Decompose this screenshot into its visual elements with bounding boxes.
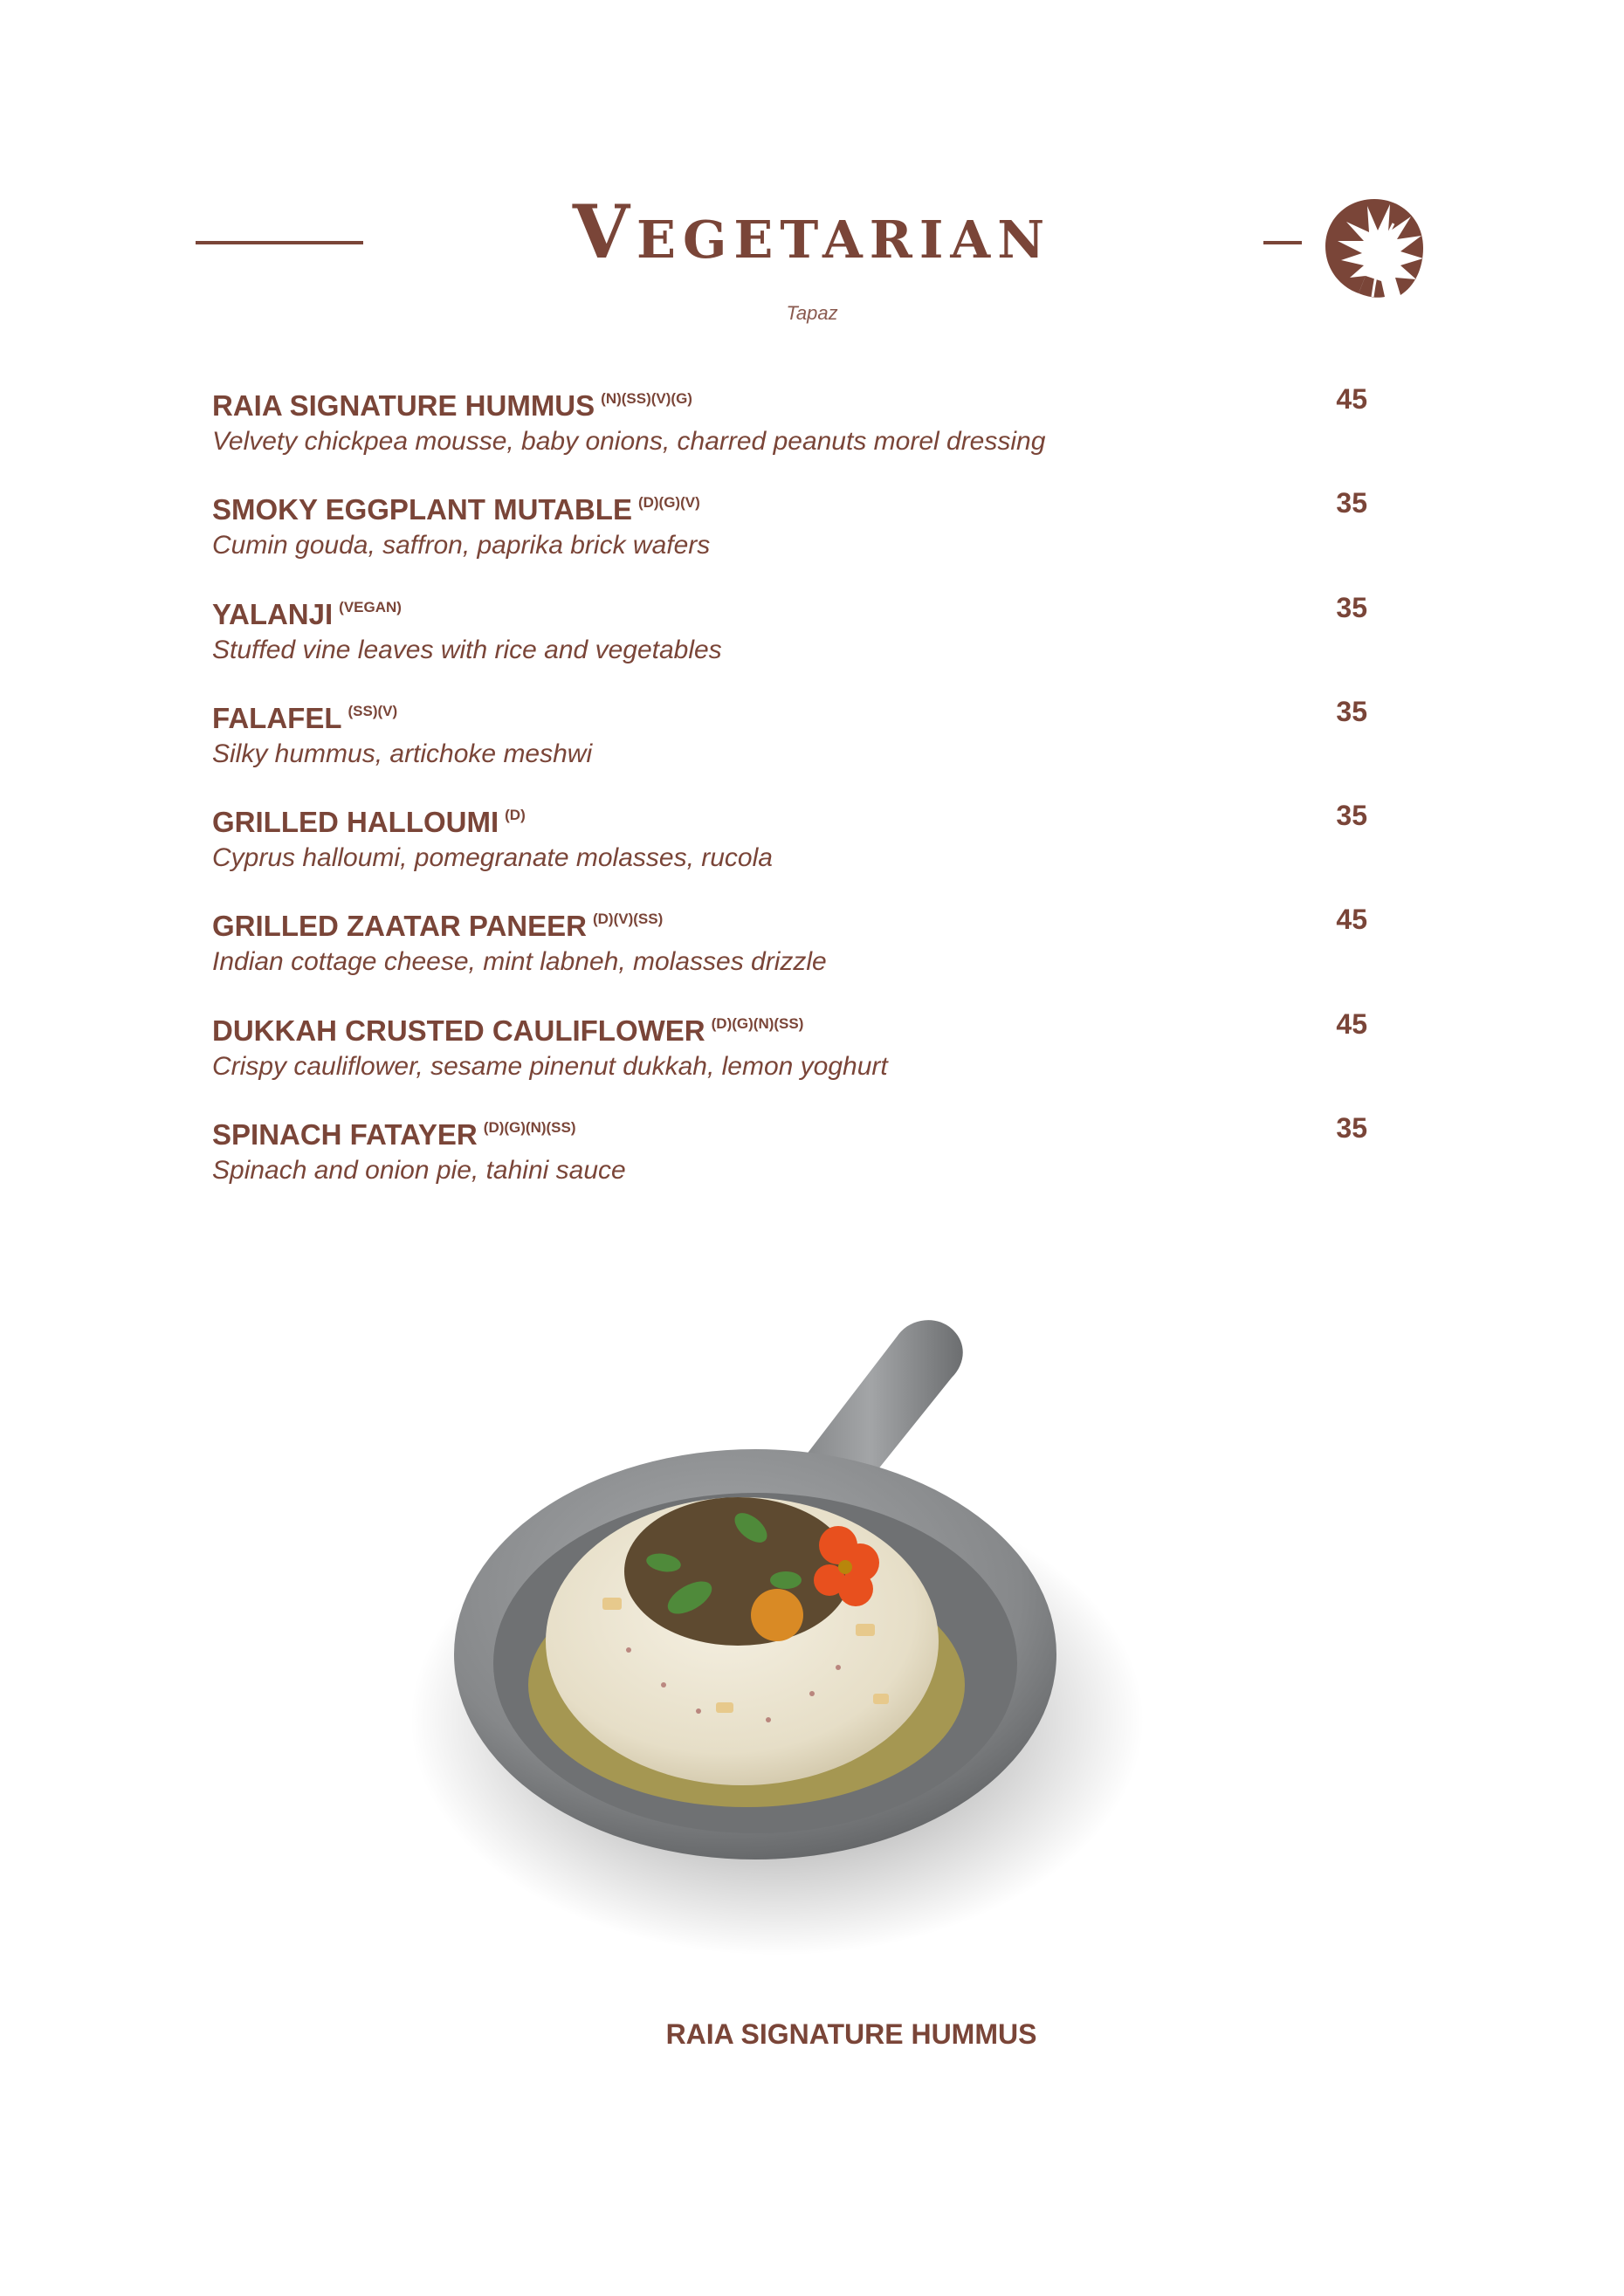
menu-item-tags: (D)(V)(SS) — [592, 911, 664, 928]
menu-item-description: Velvety chickpea mousse, baby onions, charred peanuts morel dressing — [212, 427, 1046, 456]
menu-item — [212, 693, 1382, 797]
featured-caption: RAIA SIGNATURE HUMMUS — [665, 2018, 1037, 2050]
menu-item-tags: (D)(G)(N)(SS) — [483, 1119, 576, 1137]
menu-item — [212, 1006, 1382, 1110]
menu-item-price: 45 — [1336, 1007, 1367, 1040]
menu-item-tags: (N)(SS)(V)(G) — [601, 390, 692, 407]
menu-list — [212, 381, 1382, 1213]
menu-item-price: 35 — [1336, 1112, 1367, 1145]
hummus-pan-photo — [402, 1310, 1187, 1973]
menu-item-tags: (D)(G)(V) — [637, 494, 700, 512]
menu-item — [212, 381, 1382, 485]
menu-item — [212, 1110, 1382, 1213]
menu-item-name: YALANJI $^{(VEGAN)}$ — [212, 597, 402, 630]
menu-item-price: 35 — [1336, 591, 1367, 623]
header-rule-right — [1263, 241, 1302, 244]
menu-item-tags: (VEGAN) — [339, 598, 402, 615]
page-subtitle: Tapaz — [786, 302, 838, 324]
menu-item-tags: (SS)(V) — [348, 702, 398, 719]
menu-item-description: Indian cottage cheese, mint labneh, molasses drizzle — [212, 947, 827, 977]
menu-item — [212, 485, 1382, 588]
menu-item-name: SMOKY EGGPLANT MUTABLE $^{(D)(G)(V)}$ — [212, 493, 700, 526]
menu-item-description: Silky hummus, artichoke meshwi — [212, 739, 593, 768]
menu-item-name: FALAFEL $^{(SS)(V)}$ — [212, 701, 398, 734]
menu-item-price: 35 — [1336, 695, 1367, 727]
menu-item-name: SPINACH FATAYER $^{(D)(G)(N)(SS)}$ — [212, 1118, 576, 1151]
menu-item-price: 45 — [1336, 383, 1367, 415]
menu-item — [212, 901, 1382, 1005]
menu-item-name: RAIA SIGNATURE HUMMUS $^{(N)(SS)(V)(G)}$ — [212, 389, 692, 422]
menu-item-description: Spinach and onion pie, tahini sauce — [212, 1156, 626, 1186]
menu-item-price: 35 — [1336, 487, 1367, 519]
menu-item — [212, 797, 1382, 901]
menu-item-price: 45 — [1336, 904, 1367, 936]
menu-item-tags: (D)(G)(N)(SS) — [711, 1014, 804, 1032]
menu-item-description: Stuffed vine leaves with rice and vegetables — [212, 635, 722, 664]
menu-item-description: Cyprus halloumi, pomegranate molasses, rucola — [212, 843, 773, 873]
menu-item-description: Cumin gouda, saffron, paprika brick wafers — [212, 531, 711, 560]
menu-item-price: 35 — [1336, 800, 1367, 832]
menu-item-tags: (D) — [505, 807, 526, 824]
monstera-leaf-icon — [1320, 194, 1428, 302]
menu-item-description: Crispy cauliflower, sesame pinenut dukkah, lemon yoghurt — [212, 1051, 888, 1081]
menu-item — [212, 589, 1382, 693]
menu-item-name: DUKKAH CRUSTED CAULIFLOWER $^{(D)(G)(N)(SS)}$ — [212, 1014, 804, 1047]
page-title: Vegetarian — [572, 189, 1052, 275]
menu-item-name: GRILLED ZAATAR PANEER $^{(D)(V)(SS)}$ — [212, 910, 664, 943]
menu-item-name: GRILLED HALLOUMI $^{(D)}$ — [212, 806, 526, 839]
